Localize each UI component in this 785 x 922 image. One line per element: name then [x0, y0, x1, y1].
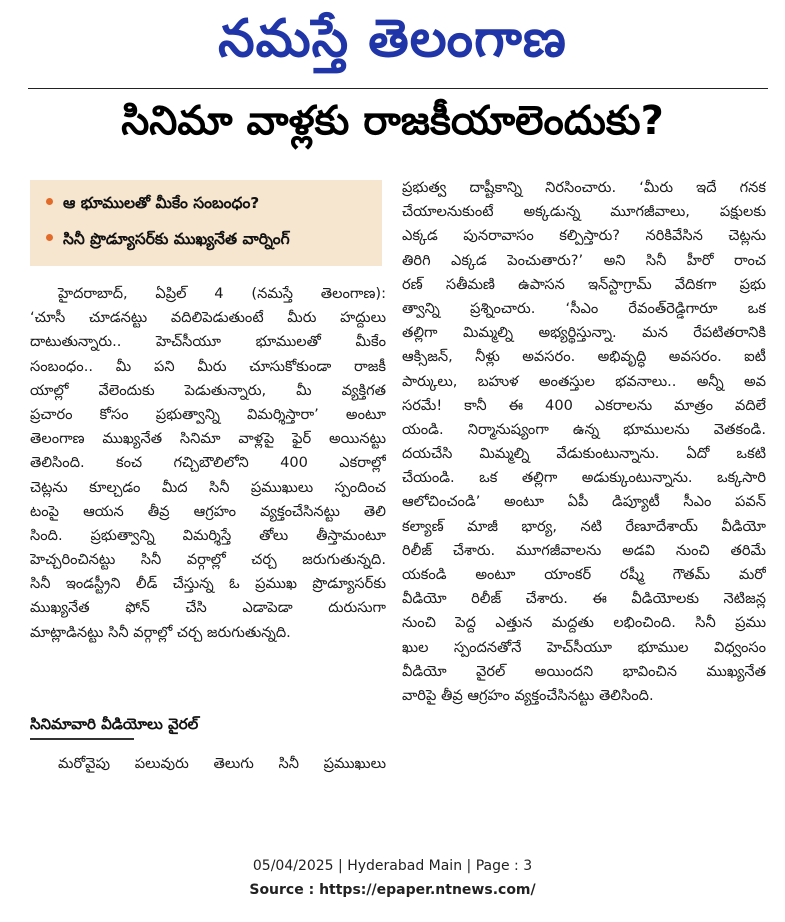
- text-line: ఎక్కడ పునరావాసం కల్పిస్తారు? నరికివేసిన చెట్లను: [402, 227, 766, 245]
- text-line: యాల్లో వేలెందుకు పెడుతున్నారు, మీ వ్యక్తిగత: [30, 381, 386, 399]
- text-line: హెచ్చరించినట్టు సినీ వర్గాల్లో చర్చ జరుగుతున్నది.: [30, 551, 386, 569]
- text-line: రణ్ సతీమణి ఉపాసన ఇన్‌స్టాగ్రామ్ వేదికగా ప్రభు: [402, 275, 766, 293]
- text-line: మరోవైపు పలువురు తెలుగు సినీ ప్రముఖులు: [58, 755, 386, 772]
- left-column: [30, 282, 386, 645]
- text-line: వీడియో వైరల్ అయిందని భావించిన ముఖ్యనేత: [402, 662, 766, 680]
- bullet-dot-icon: [46, 234, 53, 241]
- text-line: తిరిగి ఎక్కడ పెంచుతారు?’ అని సినీ హీరో రాంచ: [402, 251, 766, 269]
- headline: సినిమా వాళ్లకు రాజకీయాలెందుకు?: [121, 98, 664, 144]
- text-line: సంబంధం.. మీ పని మీరు చూసుకోకుండా రాజకీ: [30, 357, 386, 375]
- text-line: వీడియో రిలీజ్ చేశారు. ఈ వీడియోలకు నెటిజన్ల: [402, 590, 766, 608]
- text-line: నుంచి పెద్ద ఎత్తున మద్దతు లభించింది. సినీ ప్రము: [402, 614, 766, 632]
- text-line: టంపై ఆయన తీవ్ర ఆగ్రహం వ్యక్తంచేసినట్టు తెలి: [30, 502, 386, 520]
- text-line: ఆలోచించండి’ అంటూ ఏపీ డిప్యూటీ సీఎం పవన్: [402, 493, 766, 511]
- highlight-text: సినీ ప్రొడ్యూసర్‌కు ముఖ్యనేత వార్నింగ్: [63, 230, 290, 248]
- text-line: ఖుల స్పందనతోనే హెచ్‌సీయూ భూముల విధ్వంసం: [402, 638, 766, 656]
- text-line: పార్కులు, బహుళ అంతస్తుల భవనాలు.. అన్నీ అవ: [402, 372, 766, 390]
- text-line: తల్లిగా మిమ్మల్ని అభ్యర్థిస్తున్నా. మన రేపటితరానికి: [402, 324, 766, 342]
- text-line: ఆక్సిజన్, నీళ్లు అవసరం. అభివృద్ధి అవసరం. ఐటీ: [402, 348, 766, 366]
- text-line: రిలీజ్ చేశారు. మూగజీవాలను అడవి నుంచి తరిమే: [402, 541, 766, 559]
- text-line: సింది. ప్రభుత్వాన్ని విమర్శిస్తే తోలు తీస్తామంటూ: [30, 526, 386, 544]
- highlight-bullet: [46, 192, 259, 214]
- text-line: ప్రచారం కోసం ప్రభుత్వాన్ని విమర్శిస్తారా’ అంటూ: [30, 405, 386, 423]
- text-line: యకండి అంటూ యాంకర్ రష్మీ గౌతమ్ మరో: [402, 566, 766, 583]
- footer-source: Source : https://epaper.ntnews.com/: [249, 882, 536, 898]
- text-line: దయచేసి మిమ్మల్ని వేడుకుంటున్నాను. ఏదో ఒకటి: [402, 445, 766, 463]
- text-line: హైదరాబాద్, ఏప్రిల్ 4 (నమస్తే తెలంగాణ):: [58, 285, 386, 302]
- footer-date-edition: 05/04/2025 | Hyderabad Main | Page : 3: [252, 858, 533, 874]
- text-line: తెలిసింది. కంచ గచ్చిబౌలిలోని 400 ఎకరాల్లో: [30, 454, 386, 472]
- text-line: కల్యాణ్ మాజీ భార్య, నటి రేణూదేశాయ్ వీడియో: [402, 517, 766, 535]
- text-line: మాట్లాడినట్టు సినీ వర్గాల్లో చర్చ జరుగుతున్నది.: [30, 623, 291, 641]
- top-divider: [28, 88, 768, 89]
- text-line: సినీ ఇండస్ట్రీని లీడ్ చేస్తున్న ఓ ప్రముఖ ప్రొడ్యూసర్‌కు: [30, 575, 386, 593]
- subheading: సినిమావారి వీడియోలు వైరల్: [30, 715, 199, 733]
- highlight-box: [30, 180, 382, 266]
- left-subsection: [30, 712, 386, 736]
- text-line: దాటుతున్నారు.. హెచ్‌సీయూ భూములతో మీకేం: [30, 333, 386, 351]
- text-line: వారిపై తీవ్ర ఆగ్రహం వ్యక్తంచేసినట్టు తెలిసింది.: [402, 686, 654, 704]
- right-column: [402, 176, 766, 708]
- text-line: సరమే! కానీ ఈ 400 ఎకరాలను మాత్రం వదిలే: [402, 396, 766, 414]
- text-line: ప్రభుత్వ దాష్టీకాన్ని నిరసించారు. ‘మీరు ఇదే గనక: [402, 179, 766, 196]
- highlight-text: ఆ భూములతో మీకేం సంబంధం?: [63, 194, 260, 212]
- text-line: త్వాన్ని ప్రశ్నించారు. ‘సీఎం రేవంత్‌రెడ్డిగారూ ఒక: [402, 299, 766, 317]
- left-column-continued: [30, 752, 386, 776]
- text-line: చేయండి. ఒక తల్లిగా అడుక్కుంటున్నాను. ఒక్కసారి: [402, 469, 766, 487]
- text-line: తెలంగాణ ముఖ్యనేత సినిమా వాళ్లపై ఫైర్ అయినట్టు: [30, 430, 386, 448]
- text-line: ముఖ్యనేత ఫోన్ చేసి ఎడాపెడా దురుసుగా: [30, 599, 386, 617]
- masthead-logo: నమస్తే తెలంగాణ: [218, 9, 567, 69]
- subheading-underline: [30, 738, 134, 740]
- text-line: చెట్లను కూల్చడం మీద సినీ ప్రముఖులు స్పందించ: [30, 478, 386, 496]
- text-line: చేయాలనుకుంటే అక్కడున్న మూగజీవాలు, పక్షులకు: [402, 203, 766, 221]
- bullet-dot-icon: [46, 198, 53, 205]
- highlight-bullet: [46, 228, 290, 250]
- text-line: ‘చూసీ చూడనట్టు వదిలిపెడుతుంటే మీరు హద్దులు: [30, 309, 386, 327]
- text-line: యండి. నిర్మానుష్యంగా ఉన్న భూములను వెతకండి.: [402, 420, 766, 438]
- masthead: [0, 0, 785, 84]
